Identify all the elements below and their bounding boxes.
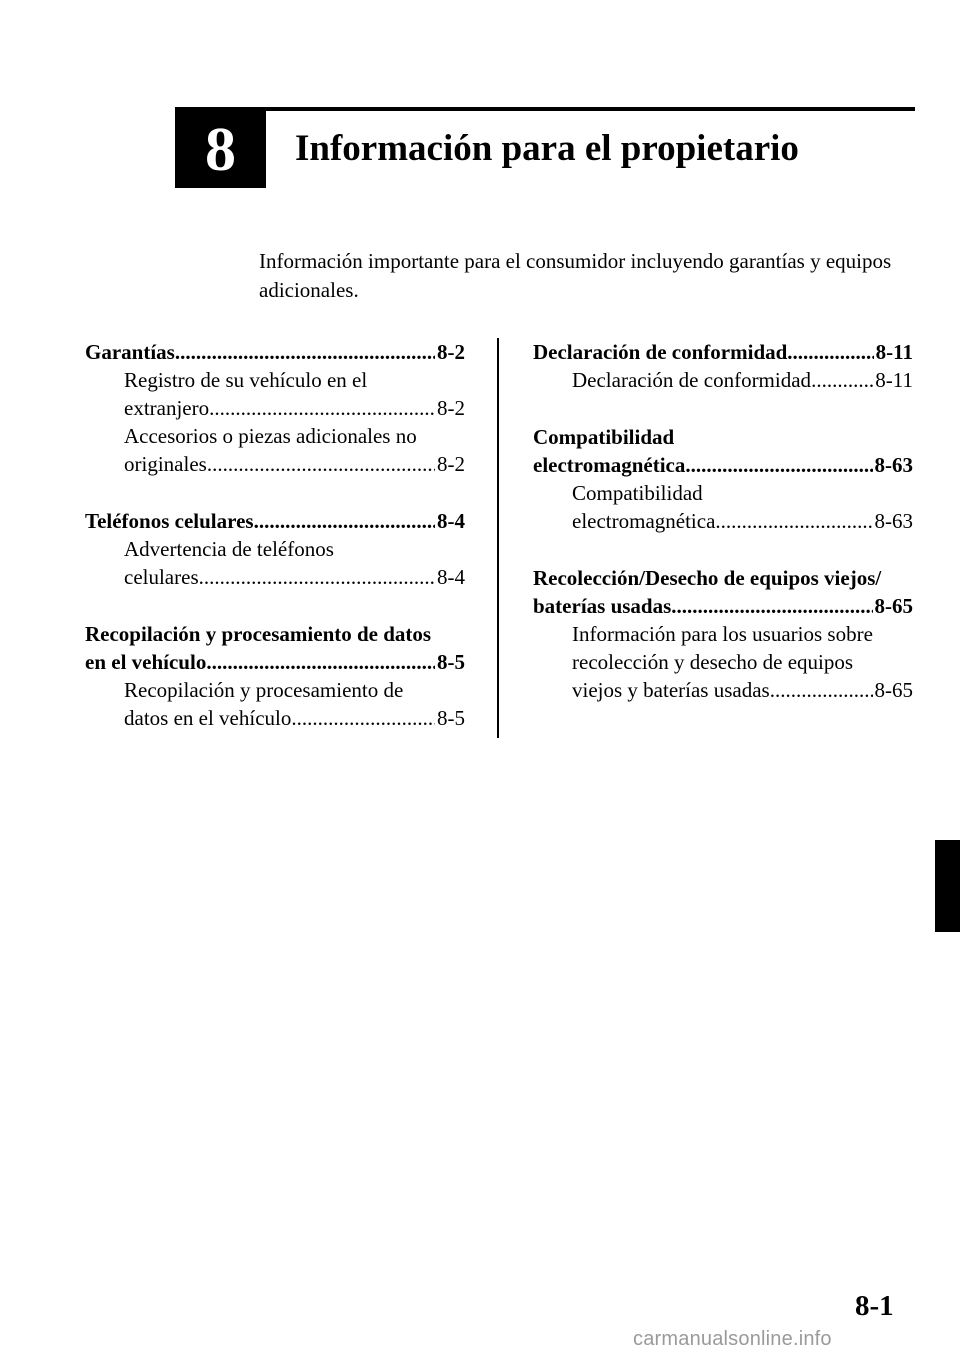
toc-item-link[interactable] — [85, 704, 465, 732]
toc-entry-text: electromagnética — [533, 453, 686, 477]
toc-entry-text: electromagnética — [572, 509, 716, 533]
toc-heading-link[interactable] — [533, 451, 913, 479]
toc-entry-text: en el vehículo — [85, 650, 207, 674]
toc-page-ref: 8-65 — [874, 678, 913, 702]
toc-left-column — [85, 338, 465, 761]
toc-item-line — [85, 676, 465, 704]
dot-leader — [787, 338, 873, 366]
dot-leader — [811, 366, 873, 394]
toc-item-link[interactable] — [533, 366, 913, 394]
toc-entry-text: Recopilación y procesamiento de — [124, 678, 404, 702]
toc-heading-line — [533, 423, 913, 451]
toc-page-ref: 8-11 — [875, 368, 913, 392]
toc-page-ref: 8-4 — [437, 565, 465, 589]
toc-entry-text: Teléfonos celulares — [85, 509, 254, 533]
toc-item-line — [533, 479, 913, 507]
toc-heading-line — [533, 564, 913, 592]
chapter-number: 8 — [205, 115, 236, 184]
toc-page-ref: 8-65 — [874, 594, 913, 618]
toc-entry-text: Declaración de conformidad — [533, 340, 788, 364]
dot-leader — [175, 338, 435, 366]
column-divider — [497, 338, 499, 738]
toc-entry-text: Recolección/Desecho de equipos viejos/ — [533, 566, 882, 590]
dot-leader — [770, 676, 873, 704]
toc-entry-text: Recopilación y procesamiento de datos — [85, 622, 432, 646]
toc-entry-text: Compatibilidad — [533, 425, 675, 449]
toc-entry-text: extranjero — [124, 396, 210, 420]
toc-heading-link[interactable] — [85, 648, 465, 676]
toc-right-column — [533, 338, 913, 733]
page-number: 8-1 — [855, 1290, 894, 1322]
dot-leader — [671, 592, 872, 620]
toc-page-ref: 8-63 — [874, 453, 913, 477]
toc-heading-link[interactable] — [533, 592, 913, 620]
toc-page-ref: 8-4 — [437, 509, 465, 533]
toc-page-ref: 8-5 — [437, 706, 465, 730]
toc-entry-text: Garantías — [85, 340, 175, 364]
toc-section — [533, 423, 913, 535]
toc-page-ref: 8-2 — [437, 396, 465, 420]
toc-section — [85, 507, 465, 591]
toc-page-ref: 8-2 — [437, 452, 465, 476]
toc-item-link[interactable] — [85, 450, 465, 478]
toc-entry-text: celulares — [124, 565, 199, 589]
dot-leader — [207, 450, 435, 478]
toc-heading-link[interactable] — [85, 507, 465, 535]
toc-section — [533, 564, 913, 704]
toc-item-line — [533, 648, 913, 676]
chapter-header-rule — [175, 107, 915, 111]
toc-item-link[interactable] — [533, 676, 913, 704]
toc-item-line — [85, 422, 465, 450]
toc-entry-text: datos en el vehículo — [124, 706, 292, 730]
chapter-title: Información para el propietario — [295, 128, 799, 169]
toc-item-line — [533, 620, 913, 648]
dot-leader — [206, 648, 435, 676]
toc-heading-link[interactable] — [85, 338, 465, 366]
dot-leader — [291, 704, 435, 732]
toc-entry-text: viejos y baterías usadas — [572, 678, 770, 702]
toc-entry-text: Declaración de conformidad — [572, 368, 812, 392]
toc-page-ref: 8-63 — [874, 509, 913, 533]
toc-entry-text: Registro de su vehículo en el — [124, 368, 368, 392]
toc-item-link[interactable] — [533, 507, 913, 535]
toc-item-line — [85, 535, 465, 563]
toc-item-link[interactable] — [85, 563, 465, 591]
toc-entry-text: recolección y desecho de equipos — [572, 650, 854, 674]
dot-leader — [685, 451, 872, 479]
toc-section — [85, 338, 465, 478]
toc-item-line — [85, 366, 465, 394]
chapter-number-badge — [175, 111, 266, 188]
dot-leader — [209, 394, 435, 422]
toc-heading-line — [85, 620, 465, 648]
dot-leader — [715, 507, 872, 535]
toc-entry-text: baterías usadas — [533, 594, 672, 618]
watermark: carmanualsonline.info — [633, 1328, 832, 1350]
toc-entry-text: Advertencia de teléfonos — [124, 537, 334, 561]
toc-section — [85, 620, 465, 732]
chapter-intro: Información importante para el consumidor incluyendo garantías y equipos adicionales. — [259, 249, 892, 302]
toc-page-ref: 8-2 — [437, 340, 465, 364]
toc-heading-link[interactable] — [533, 338, 913, 366]
chapter-side-tab — [935, 840, 960, 932]
toc-page-ref: 8-11 — [875, 340, 913, 364]
toc-item-link[interactable] — [85, 394, 465, 422]
dot-leader — [199, 563, 435, 591]
toc-page-ref: 8-5 — [437, 650, 465, 674]
toc-section — [533, 338, 913, 394]
toc-entry-text: originales — [124, 452, 207, 476]
toc-entry-text: Accesorios o piezas adicionales no — [124, 424, 417, 448]
toc-entry-text: Información para los usuarios sobre — [572, 622, 873, 646]
dot-leader — [254, 507, 435, 535]
toc-entry-text: Compatibilidad — [572, 481, 703, 505]
